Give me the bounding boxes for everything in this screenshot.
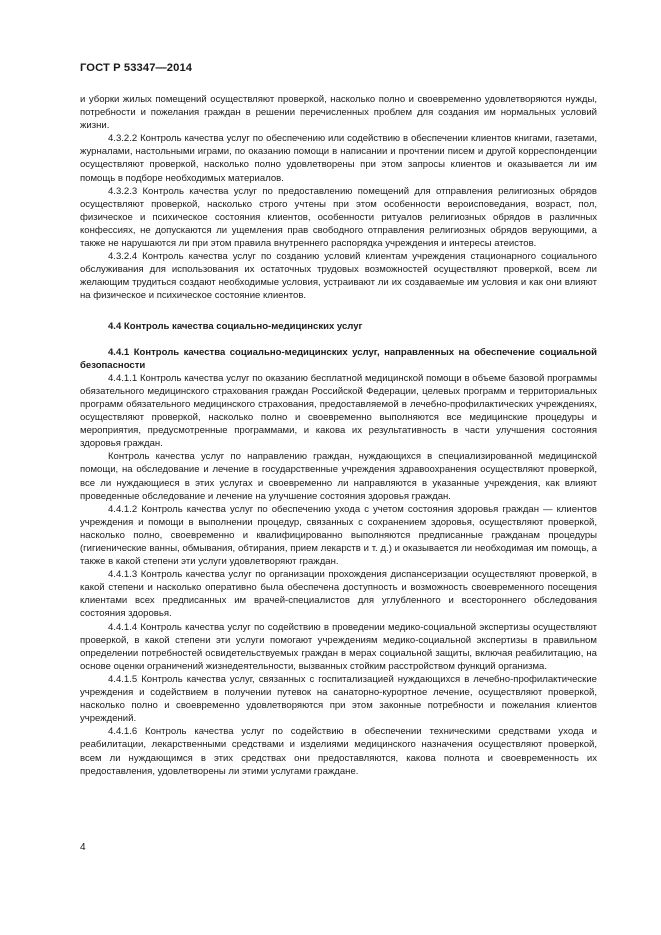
- paragraph-4-4-1-2: 4.4.1.2 Контроль качества услуг по обеспечению ухода с учетом состояния здоровья граждан — клиентов учреждения и помощи в выполнении процедур, связанных с сохранением здоровья, осуществляют проверкой, насколько полно, своевременно и квалифицированно выполняются предписанные гражданам процедуры (гигиенические ванны, обмывания, обтирания, прием лекарств и т. д.) и оказывается ли необходимая им помощь, а также в какой степени эти услуги удовлетворяют граждан.: [80, 503, 597, 568]
- paragraph-4-4-1-6: 4.4.1.6 Контроль качества услуг по содействию в обеспечении техническими средствами ухода и реабилитации, лекарственными средствами и изделиями медицинского назначения осуществляют проверкой, всем ли нуждающимся в этих средствах они предоставляются, какова полнота и своевременность их предоставления, удовлетворены ли этими услугами граждане.: [80, 726, 597, 777]
- page-number: 4: [80, 842, 86, 853]
- paragraph-4-4-1-3: 4.4.1.3 Контроль качества услуг по организации прохождения диспансеризации осуществляют проверкой, в какой степени и насколько оперативно была обеспечена доступность и возможность своевременного посещения клиентами всех предписанных им врачей-специалистов для углубленного и всестороннего обследования состояния здоровья.: [80, 569, 597, 620]
- paragraph-4-3-2-3: 4.3.2.3 Контроль качества услуг по предоставлению помещений для отправления религиозных обрядов осуществляют проверкой, насколько строго учтены при этом особенности вероисповедания, возраст, пол, физическое и психическое состояния клиентов, особенности ритуалов религиозных обрядов в различных конфессиях, не допускаются ли ущемления прав свободного отправления религиозных обрядов верующими, а также не нарушаются ли при этом правила внутреннего распорядка учреждения и интересы атеистов.: [80, 185, 597, 250]
- paragraph-4-3-2-4: 4.3.2.4 Контроль качества услуг по созданию условий клиентам учреждения стационарного социального обслуживания для использования их остаточных трудовых возможностей осуществляют проверкой, всем ли желающим трудиться создают необходимые условия, устраивают ли их создаваемые им условия и как они влияют на физическое и психическое состояние клиентов.: [80, 251, 597, 302]
- paragraph-4-4-1-4: 4.4.1.4 Контроль качества услуг по содействию в проведении медико-социальной экспертизы осуществляют проверкой, в какой степени эти услуги помогают учреждениям медико-социальной экспертизы в правильном определении потребностей освидетельствуемых граждан в мерах социальной защиты, включая реабилитацию, на основе оценки ограничений жизнедеятельности, вызванных стойким расстройством функций организма.: [80, 621, 597, 672]
- paragraph-referral: Контроль качества услуг по направлению граждан, нуждающихся в специализированной медицинской помощи, на обследование и лечение в государственные учреждения здравоохранения осуществляют проверкой, все ли нуждающиеся в этих услугах и своевременно ли направляются в указанные учреждения, как влияют проведенные обследование и лечение на улучшение состояния здоровья граждан.: [80, 451, 597, 502]
- standard-id-header: ГОСТ Р 53347—2014: [80, 62, 193, 74]
- paragraph-4-3-2-2: 4.3.2.2 Контроль качества услуг по обеспечению или содействию в обеспечении клиентов книгами, газетами, журналами, настольными играми, по оказанию помощи в написании и прочтении писем и другой корреспонденции осуществляют проверкой, насколько полно удовлетворены при этом запросы клиентов и оказывается ли им помощь в подборе необходимых материалов.: [80, 133, 597, 184]
- section-heading-4-4: 4.4 Контроль качества социально-медицинских услуг: [108, 320, 363, 332]
- document-body: [80, 93, 597, 778]
- paragraph-4-4-1-1: 4.4.1.1 Контроль качества услуг по оказанию бесплатной медицинской помощи в объеме базовой программы обязательного медицинского страхования граждан Российской Федерации, целевых программ и территориальных программ обязательного медицинского страхования, предоставляемой в лечебно-профилактических учреждениях, осуществляют проверкой, насколько полно и своевременно выполняются все медицинские процедуры и мероприятия, предусмотренные программами, и какова их результативность в части улучшения состояния здоровья граждан.: [80, 372, 597, 450]
- paragraph-continuation: и уборки жилых помещений осуществляют проверкой, насколько полно и своевременно удовлетворяются нужды, потребности и пожелания граждан в решении перечисленных проблем для создания им нормальных условий жизни.: [80, 94, 597, 132]
- paragraph-4-4-1-5: 4.4.1.5 Контроль качества услуг, связанных с госпитализацией нуждающихся в лечебно-профилактические учреждения и содействием в получении путевок на санаторно-курортное лечение, осуществляют проверкой, насколько полно и своевременно удовлетворяются при этом законные потребности и пожелания клиентов учреждений.: [80, 673, 597, 725]
- subsection-heading-4-4-1: 4.4.1 Контроль качества социально-медицинских услуг, направленных на обеспечение социальной безопасности: [80, 346, 597, 371]
